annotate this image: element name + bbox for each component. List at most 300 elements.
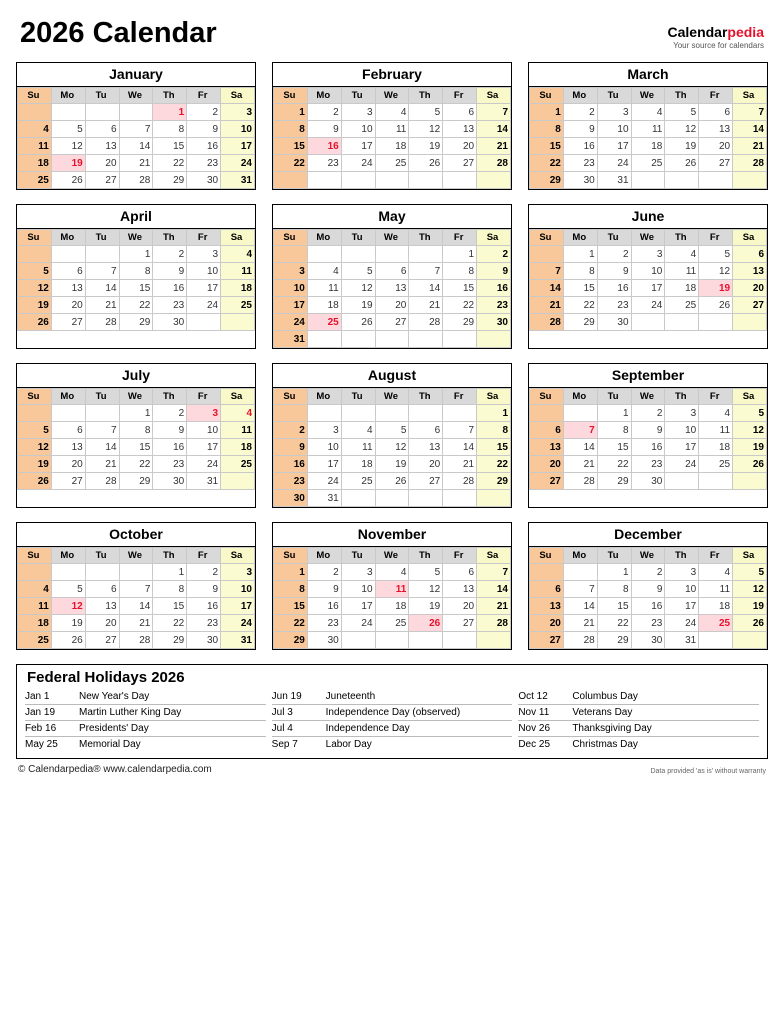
day-cell: 25 bbox=[699, 615, 733, 632]
week-row bbox=[18, 615, 255, 632]
day-cell: 12 bbox=[733, 422, 767, 439]
day-cell: 16 bbox=[187, 598, 221, 615]
day-cell: 22 bbox=[274, 615, 308, 632]
weekday-header-tu: Tu bbox=[597, 548, 631, 564]
day-cell: 22 bbox=[597, 456, 631, 473]
month-august bbox=[272, 363, 512, 508]
day-cell: 13 bbox=[443, 581, 477, 598]
day-cell: 7 bbox=[733, 104, 767, 121]
day-cell: 4 bbox=[631, 104, 665, 121]
day-cell: 1 bbox=[597, 405, 631, 422]
day-cell: 24 bbox=[221, 155, 255, 172]
day-cell: 1 bbox=[597, 564, 631, 581]
day-cell: 28 bbox=[119, 172, 153, 189]
weekday-header-sa: Sa bbox=[733, 230, 767, 246]
day-cell: 16 bbox=[307, 598, 341, 615]
day-cell: 16 bbox=[153, 280, 187, 297]
day-cell: 5 bbox=[699, 246, 733, 263]
day-cell: 31 bbox=[307, 490, 341, 507]
day-cell: 4 bbox=[341, 422, 375, 439]
month-table bbox=[273, 87, 511, 189]
day-cell: 29 bbox=[119, 314, 153, 331]
day-cell: 14 bbox=[477, 121, 511, 138]
holiday-date: Jul 4 bbox=[271, 723, 293, 734]
month-name: June bbox=[529, 205, 767, 229]
day-cell: 8 bbox=[443, 263, 477, 280]
week-row bbox=[18, 405, 255, 422]
month-name: April bbox=[17, 205, 255, 229]
day-cell: 6 bbox=[530, 581, 564, 598]
day-cell: 6 bbox=[51, 263, 85, 280]
day-cell: 3 bbox=[341, 104, 375, 121]
day-cell: 11 bbox=[221, 263, 255, 280]
day-cell: 5 bbox=[341, 263, 375, 280]
day-cell: 27 bbox=[530, 473, 564, 490]
month-table bbox=[529, 388, 767, 490]
holiday-date: Jan 19 bbox=[25, 707, 56, 718]
day-cell: 24 bbox=[221, 615, 255, 632]
day-cell: 4 bbox=[665, 246, 699, 263]
day-cell: 3 bbox=[187, 246, 221, 263]
day-cell: 27 bbox=[375, 314, 409, 331]
day-cell: 3 bbox=[597, 104, 631, 121]
day-cell: 16 bbox=[631, 439, 665, 456]
week-row bbox=[18, 104, 255, 121]
day-cell: 15 bbox=[153, 138, 187, 155]
day-cell: 12 bbox=[18, 280, 52, 297]
day-cell: 11 bbox=[699, 581, 733, 598]
weekday-header-we: We bbox=[631, 389, 665, 405]
day-cell: 29 bbox=[477, 473, 511, 490]
day-cell: 19 bbox=[375, 456, 409, 473]
day-cell: 2 bbox=[153, 246, 187, 263]
day-cell: 3 bbox=[341, 564, 375, 581]
month-table bbox=[529, 87, 767, 189]
day-cell: 22 bbox=[443, 297, 477, 314]
empty-cell bbox=[665, 314, 699, 331]
day-cell: 2 bbox=[597, 246, 631, 263]
week-row bbox=[530, 598, 767, 615]
weekday-header-th: Th bbox=[665, 230, 699, 246]
empty-cell bbox=[733, 314, 767, 331]
day-cell: 7 bbox=[563, 422, 597, 439]
day-cell: 1 bbox=[274, 564, 308, 581]
day-cell: 23 bbox=[477, 297, 511, 314]
weekday-header-fr: Fr bbox=[699, 389, 733, 405]
week-row bbox=[274, 138, 511, 155]
day-cell: 6 bbox=[51, 422, 85, 439]
holidays-column bbox=[518, 689, 759, 752]
month-june bbox=[528, 204, 768, 349]
day-cell: 11 bbox=[221, 422, 255, 439]
day-cell: 17 bbox=[665, 598, 699, 615]
day-cell: 25 bbox=[341, 473, 375, 490]
day-cell: 30 bbox=[153, 473, 187, 490]
day-cell: 6 bbox=[85, 581, 119, 598]
empty-cell bbox=[665, 473, 699, 490]
weekday-header-we: We bbox=[631, 548, 665, 564]
weekday-header-we: We bbox=[119, 389, 153, 405]
day-cell: 3 bbox=[665, 564, 699, 581]
weekday-header-sa: Sa bbox=[477, 88, 511, 104]
month-name: August bbox=[273, 364, 511, 388]
month-table bbox=[17, 229, 255, 331]
empty-cell bbox=[631, 172, 665, 189]
day-cell: 9 bbox=[153, 422, 187, 439]
week-row bbox=[18, 564, 255, 581]
empty-cell bbox=[341, 490, 375, 507]
day-cell: 23 bbox=[631, 456, 665, 473]
day-cell: 30 bbox=[307, 632, 341, 649]
weekday-header-sa: Sa bbox=[477, 230, 511, 246]
day-cell: 24 bbox=[665, 456, 699, 473]
day-cell: 18 bbox=[221, 280, 255, 297]
day-cell: 20 bbox=[51, 297, 85, 314]
week-row bbox=[18, 456, 255, 473]
day-cell: 11 bbox=[341, 439, 375, 456]
day-cell: 7 bbox=[477, 104, 511, 121]
day-cell: 11 bbox=[375, 581, 409, 598]
day-cell: 22 bbox=[274, 155, 308, 172]
day-cell: 17 bbox=[341, 598, 375, 615]
day-cell: 26 bbox=[665, 155, 699, 172]
disclaimer-text: Data provided 'as is' without warranty bbox=[650, 768, 766, 775]
day-cell: 14 bbox=[733, 121, 767, 138]
day-cell: 10 bbox=[274, 280, 308, 297]
holiday-name: Christmas Day bbox=[572, 739, 638, 750]
day-cell: 13 bbox=[375, 280, 409, 297]
day-cell: 26 bbox=[51, 632, 85, 649]
weekday-header-tu: Tu bbox=[341, 88, 375, 104]
day-cell: 23 bbox=[563, 155, 597, 172]
weekday-header-fr: Fr bbox=[187, 389, 221, 405]
weekday-header-sa: Sa bbox=[733, 548, 767, 564]
day-cell: 19 bbox=[341, 297, 375, 314]
holiday-name: Thanksgiving Day bbox=[572, 723, 652, 734]
day-cell: 30 bbox=[631, 473, 665, 490]
week-row bbox=[530, 632, 767, 649]
day-cell: 23 bbox=[631, 615, 665, 632]
week-row bbox=[530, 121, 767, 138]
weekday-header-tu: Tu bbox=[85, 389, 119, 405]
holiday-name: Juneteenth bbox=[325, 691, 376, 702]
holiday-row bbox=[25, 736, 266, 752]
week-row bbox=[18, 263, 255, 280]
week-row bbox=[274, 331, 511, 348]
holiday-row bbox=[272, 736, 513, 752]
day-cell: 16 bbox=[187, 138, 221, 155]
empty-cell bbox=[443, 490, 477, 507]
day-cell: 13 bbox=[530, 598, 564, 615]
day-cell: 3 bbox=[665, 405, 699, 422]
week-row bbox=[530, 405, 767, 422]
day-cell: 19 bbox=[409, 598, 443, 615]
day-cell: 14 bbox=[85, 280, 119, 297]
day-cell: 22 bbox=[153, 155, 187, 172]
week-row bbox=[530, 138, 767, 155]
holiday-date: Nov 11 bbox=[518, 707, 550, 718]
day-cell: 13 bbox=[51, 439, 85, 456]
day-cell: 28 bbox=[409, 314, 443, 331]
holiday-name: Martin Luther King Day bbox=[79, 707, 182, 718]
day-cell: 21 bbox=[477, 598, 511, 615]
weekday-header-mo: Mo bbox=[307, 548, 341, 564]
day-cell: 27 bbox=[530, 632, 564, 649]
empty-cell bbox=[51, 405, 85, 422]
page-footer bbox=[16, 764, 768, 775]
copyright-text: © Calendarpedia® www.calendarpedia.com bbox=[18, 764, 212, 775]
day-cell: 17 bbox=[274, 297, 308, 314]
week-row bbox=[530, 280, 767, 297]
holiday-row bbox=[272, 720, 513, 736]
day-cell: 12 bbox=[409, 121, 443, 138]
day-cell: 26 bbox=[409, 155, 443, 172]
day-cell: 6 bbox=[375, 263, 409, 280]
weekday-header-tu: Tu bbox=[341, 389, 375, 405]
weekday-header-mo: Mo bbox=[307, 389, 341, 405]
day-cell: 11 bbox=[18, 138, 52, 155]
day-cell: 9 bbox=[187, 581, 221, 598]
day-cell: 12 bbox=[18, 439, 52, 456]
month-name: January bbox=[17, 63, 255, 87]
day-cell: 3 bbox=[631, 246, 665, 263]
day-cell: 8 bbox=[274, 581, 308, 598]
weekday-header-fr: Fr bbox=[443, 230, 477, 246]
week-row bbox=[18, 314, 255, 331]
day-cell: 8 bbox=[597, 422, 631, 439]
weekday-header-mo: Mo bbox=[307, 230, 341, 246]
weekday-header-fr: Fr bbox=[699, 88, 733, 104]
holiday-name: Independence Day bbox=[325, 723, 410, 734]
holiday-row bbox=[518, 736, 759, 752]
empty-cell bbox=[733, 473, 767, 490]
day-cell: 21 bbox=[85, 297, 119, 314]
day-cell: 25 bbox=[665, 297, 699, 314]
day-cell: 12 bbox=[51, 598, 85, 615]
week-row bbox=[274, 263, 511, 280]
day-cell: 8 bbox=[153, 581, 187, 598]
weekday-header-th: Th bbox=[153, 548, 187, 564]
day-cell: 8 bbox=[119, 422, 153, 439]
holiday-row bbox=[518, 720, 759, 736]
weekday-header-mo: Mo bbox=[563, 389, 597, 405]
day-cell: 20 bbox=[530, 615, 564, 632]
brand-name-part1: Calendar bbox=[667, 24, 728, 40]
week-row bbox=[530, 104, 767, 121]
month-name: November bbox=[273, 523, 511, 547]
day-cell: 24 bbox=[274, 314, 308, 331]
empty-cell bbox=[274, 172, 308, 189]
day-cell: 28 bbox=[733, 155, 767, 172]
day-cell: 27 bbox=[409, 473, 443, 490]
week-row bbox=[18, 473, 255, 490]
empty-cell bbox=[699, 473, 733, 490]
weekday-header-tu: Tu bbox=[597, 88, 631, 104]
day-cell: 8 bbox=[563, 263, 597, 280]
empty-cell bbox=[85, 405, 119, 422]
day-cell: 15 bbox=[119, 439, 153, 456]
empty-cell bbox=[341, 632, 375, 649]
month-name: September bbox=[529, 364, 767, 388]
empty-cell bbox=[409, 331, 443, 348]
day-cell: 5 bbox=[51, 121, 85, 138]
weekday-header-su: Su bbox=[530, 389, 564, 405]
day-cell: 12 bbox=[409, 581, 443, 598]
weekday-header-tu: Tu bbox=[597, 389, 631, 405]
empty-cell bbox=[409, 405, 443, 422]
day-cell: 25 bbox=[375, 155, 409, 172]
day-cell: 23 bbox=[274, 473, 308, 490]
day-cell: 4 bbox=[221, 405, 255, 422]
day-cell: 29 bbox=[153, 172, 187, 189]
day-cell: 19 bbox=[18, 456, 52, 473]
day-cell: 17 bbox=[307, 456, 341, 473]
day-cell: 7 bbox=[119, 121, 153, 138]
week-row bbox=[530, 155, 767, 172]
empty-cell bbox=[477, 331, 511, 348]
day-cell: 20 bbox=[443, 598, 477, 615]
empty-cell bbox=[187, 314, 221, 331]
day-cell: 31 bbox=[597, 172, 631, 189]
day-cell: 28 bbox=[477, 615, 511, 632]
empty-cell bbox=[51, 104, 85, 121]
day-cell: 15 bbox=[443, 280, 477, 297]
day-cell: 2 bbox=[307, 104, 341, 121]
weekday-header-fr: Fr bbox=[443, 88, 477, 104]
week-row bbox=[530, 439, 767, 456]
holiday-row bbox=[518, 689, 759, 704]
day-cell: 20 bbox=[85, 615, 119, 632]
month-name: October bbox=[17, 523, 255, 547]
empty-cell bbox=[477, 172, 511, 189]
day-cell: 16 bbox=[631, 598, 665, 615]
day-cell: 13 bbox=[85, 598, 119, 615]
weekday-header-sa: Sa bbox=[477, 548, 511, 564]
weekday-header-mo: Mo bbox=[563, 548, 597, 564]
day-cell: 19 bbox=[51, 155, 85, 172]
weekday-header-su: Su bbox=[530, 88, 564, 104]
week-row bbox=[18, 280, 255, 297]
week-row bbox=[274, 598, 511, 615]
empty-cell bbox=[631, 314, 665, 331]
empty-cell bbox=[443, 405, 477, 422]
day-cell: 21 bbox=[733, 138, 767, 155]
empty-cell bbox=[563, 564, 597, 581]
week-row bbox=[18, 297, 255, 314]
brand-logo bbox=[668, 18, 765, 50]
day-cell: 5 bbox=[733, 564, 767, 581]
week-row bbox=[18, 422, 255, 439]
weekday-header-we: We bbox=[119, 548, 153, 564]
day-cell: 25 bbox=[699, 456, 733, 473]
empty-cell bbox=[409, 490, 443, 507]
weekday-header-tu: Tu bbox=[85, 88, 119, 104]
day-cell: 23 bbox=[307, 155, 341, 172]
day-cell: 27 bbox=[443, 615, 477, 632]
week-row bbox=[530, 297, 767, 314]
day-cell: 25 bbox=[375, 615, 409, 632]
holiday-date: Nov 26 bbox=[518, 723, 551, 734]
day-cell: 24 bbox=[631, 297, 665, 314]
week-row bbox=[530, 246, 767, 263]
month-table bbox=[273, 547, 511, 649]
holidays-title: Federal Holidays 2026 bbox=[27, 669, 185, 686]
day-cell: 31 bbox=[221, 632, 255, 649]
day-cell: 20 bbox=[733, 280, 767, 297]
day-cell: 29 bbox=[153, 632, 187, 649]
day-cell: 7 bbox=[119, 581, 153, 598]
empty-cell bbox=[443, 172, 477, 189]
empty-cell bbox=[307, 172, 341, 189]
empty-cell bbox=[307, 331, 341, 348]
day-cell: 17 bbox=[597, 138, 631, 155]
weekday-header-sa: Sa bbox=[733, 389, 767, 405]
weekday-header-we: We bbox=[375, 88, 409, 104]
day-cell: 13 bbox=[85, 138, 119, 155]
day-cell: 23 bbox=[597, 297, 631, 314]
day-cell: 9 bbox=[631, 422, 665, 439]
holiday-date: Feb 16 bbox=[25, 723, 57, 734]
day-cell: 9 bbox=[563, 121, 597, 138]
day-cell: 4 bbox=[221, 246, 255, 263]
empty-cell bbox=[119, 104, 153, 121]
holiday-name: New Year's Day bbox=[79, 691, 150, 702]
day-cell: 30 bbox=[597, 314, 631, 331]
day-cell: 9 bbox=[274, 439, 308, 456]
month-table bbox=[273, 229, 511, 348]
day-cell: 26 bbox=[375, 473, 409, 490]
day-cell: 15 bbox=[153, 598, 187, 615]
weekday-header-su: Su bbox=[18, 548, 52, 564]
day-cell: 20 bbox=[375, 297, 409, 314]
day-cell: 6 bbox=[443, 564, 477, 581]
day-cell: 24 bbox=[307, 473, 341, 490]
day-cell: 17 bbox=[187, 280, 221, 297]
day-cell: 27 bbox=[51, 473, 85, 490]
day-cell: 15 bbox=[274, 598, 308, 615]
day-cell: 19 bbox=[665, 138, 699, 155]
day-cell: 13 bbox=[530, 439, 564, 456]
weekday-header-su: Su bbox=[274, 389, 308, 405]
day-cell: 16 bbox=[477, 280, 511, 297]
week-row bbox=[274, 564, 511, 581]
day-cell: 30 bbox=[187, 632, 221, 649]
day-cell: 22 bbox=[119, 456, 153, 473]
empty-cell bbox=[443, 331, 477, 348]
week-row bbox=[18, 581, 255, 598]
empty-cell bbox=[274, 246, 308, 263]
day-cell: 1 bbox=[119, 246, 153, 263]
day-cell: 19 bbox=[699, 280, 733, 297]
day-cell: 18 bbox=[18, 615, 52, 632]
month-table bbox=[273, 388, 511, 507]
day-cell: 16 bbox=[307, 138, 341, 155]
weekday-header-fr: Fr bbox=[699, 548, 733, 564]
weekday-header-su: Su bbox=[530, 548, 564, 564]
empty-cell bbox=[307, 246, 341, 263]
day-cell: 28 bbox=[563, 473, 597, 490]
day-cell: 17 bbox=[221, 598, 255, 615]
day-cell: 6 bbox=[443, 104, 477, 121]
day-cell: 26 bbox=[341, 314, 375, 331]
day-cell: 4 bbox=[18, 121, 52, 138]
day-cell: 22 bbox=[477, 456, 511, 473]
weekday-header-th: Th bbox=[665, 88, 699, 104]
day-cell: 18 bbox=[699, 598, 733, 615]
week-row bbox=[274, 439, 511, 456]
day-cell: 12 bbox=[733, 581, 767, 598]
empty-cell bbox=[341, 172, 375, 189]
